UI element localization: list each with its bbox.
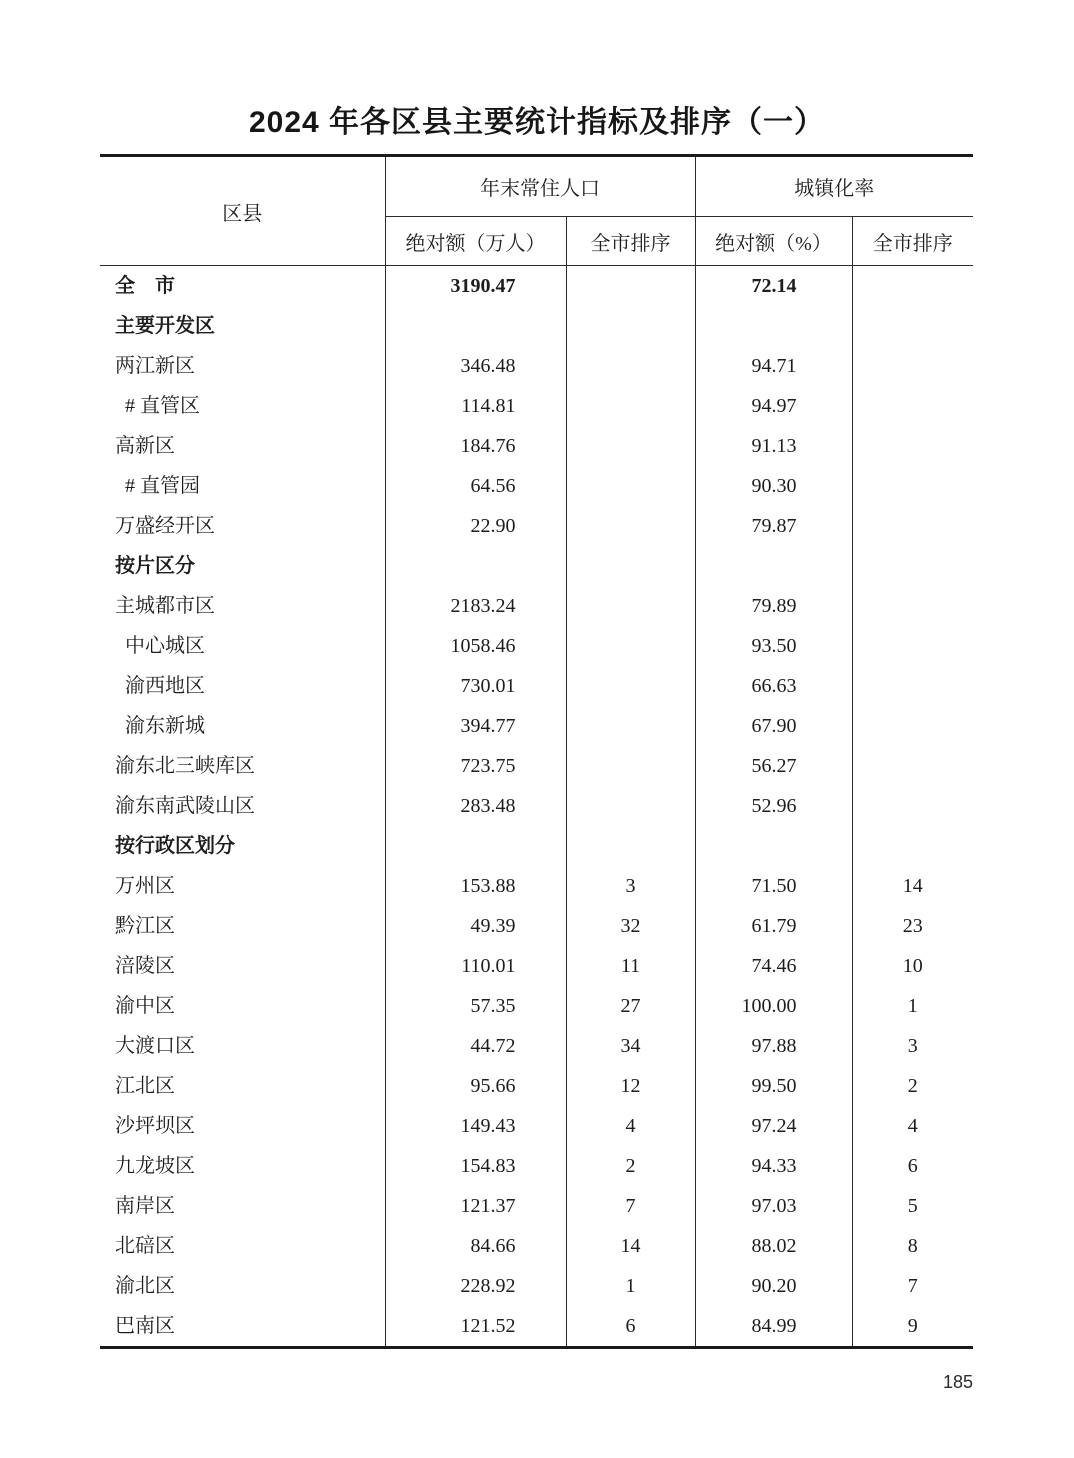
table-row: [100, 1306, 973, 1348]
urbanization-value: 56.27: [695, 746, 852, 786]
region-name: 万盛经开区: [100, 506, 385, 546]
header-population-rank: 全市排序: [566, 217, 695, 266]
region-name: 大渡口区: [100, 1026, 385, 1066]
header-population-group: 年末常住人口: [385, 156, 695, 217]
region-name: 渝东北三峡库区: [100, 746, 385, 786]
population-rank-value: 6: [566, 1306, 695, 1348]
population-rank-value: [566, 586, 695, 626]
population-rank-value: 2: [566, 1146, 695, 1186]
region-name: 渝东新城: [100, 706, 385, 746]
population-rank-value: 4: [566, 1106, 695, 1146]
header-region: 区县: [100, 156, 385, 266]
population-value: 394.77: [385, 706, 566, 746]
urbanization-rank-value: 1: [907, 995, 918, 1017]
urbanization-value: 94.33: [695, 1146, 852, 1186]
table-row: [100, 826, 973, 866]
page-title: 2024 年各区县主要统计指标及排序（一）: [248, 106, 826, 139]
table-row: [100, 1026, 973, 1066]
population-value: 110.01: [385, 946, 566, 986]
urbanization-rank-value: [852, 386, 973, 426]
urbanization-value: 97.03: [695, 1186, 852, 1226]
region-name: 主要开发区: [100, 306, 385, 346]
urbanization-value: 72.14: [695, 266, 852, 307]
table-row: [100, 506, 973, 546]
region-name: 南岸区: [100, 1186, 385, 1226]
population-rank-value: [566, 546, 695, 586]
population-rank-value: [566, 746, 695, 786]
population-rank-value: 27: [566, 986, 695, 1026]
urbanization-rank-value: 10: [902, 955, 923, 977]
urbanization-value: 94.71: [695, 346, 852, 386]
table-body: [100, 266, 973, 1348]
urbanization-value: 79.89: [695, 586, 852, 626]
table-row: [100, 666, 973, 706]
population-rank-value: [566, 626, 695, 666]
urbanization-rank-value: 6: [907, 1155, 918, 1177]
header-urbanization-group: 城镇化率: [695, 156, 973, 217]
region-name: 按行政区划分: [100, 826, 385, 866]
table-row: [100, 1146, 973, 1186]
urbanization-rank-value: [852, 306, 973, 346]
population-value: 730.01: [385, 666, 566, 706]
region-name: 按片区分: [100, 546, 385, 586]
urbanization-rank-value: [852, 706, 973, 746]
table-row: [100, 906, 973, 946]
header-urbanization-absolute: 绝对额（%）: [695, 217, 852, 266]
table-row: [100, 946, 973, 986]
urbanization-rank-value: [852, 426, 973, 466]
population-value: 22.90: [385, 506, 566, 546]
population-rank-value: 34: [566, 1026, 695, 1066]
population-rank-value: [566, 386, 695, 426]
page-number: 185: [942, 1372, 973, 1392]
population-rank-value: 32: [566, 906, 695, 946]
population-value: 153.88: [385, 866, 566, 906]
table-row: [100, 466, 973, 506]
urbanization-value: [695, 546, 852, 586]
population-rank-value: 7: [566, 1186, 695, 1226]
region-name: # 直管园: [100, 466, 385, 506]
table-row: [100, 1066, 973, 1106]
header-population-absolute: 绝对额（万人）: [385, 217, 566, 266]
urbanization-rank-value: 14: [902, 875, 923, 897]
urbanization-value: [695, 826, 852, 866]
urbanization-value: 99.50: [695, 1066, 852, 1106]
urbanization-value: 84.99: [695, 1306, 852, 1348]
population-value: [385, 826, 566, 866]
population-rank-value: 3: [566, 866, 695, 906]
population-value: 723.75: [385, 746, 566, 786]
table-row: [100, 346, 973, 386]
urbanization-value: 61.79: [695, 906, 852, 946]
region-name: # 直管区: [100, 386, 385, 426]
population-rank-value: 12: [566, 1066, 695, 1106]
region-name: 涪陵区: [100, 946, 385, 986]
region-name: 万州区: [100, 866, 385, 906]
table-row: [100, 1266, 973, 1306]
region-name: 高新区: [100, 426, 385, 466]
urbanization-rank-value: 7: [907, 1275, 918, 1297]
urbanization-rank-value: 9: [907, 1315, 918, 1337]
urbanization-rank-value: 3: [907, 1035, 918, 1057]
region-name: 渝东南武陵山区: [100, 786, 385, 826]
population-value: 228.92: [385, 1266, 566, 1306]
table-row: [100, 426, 973, 466]
urbanization-value: 100.00: [695, 986, 852, 1026]
population-value: 2183.24: [385, 586, 566, 626]
header-urbanization-rank: 全市排序: [852, 217, 973, 266]
table-row: [100, 266, 973, 307]
population-value: 184.76: [385, 426, 566, 466]
table-header: [100, 156, 973, 266]
region-name: 两江新区: [100, 346, 385, 386]
urbanization-rank-value: 5: [907, 1195, 918, 1217]
region-name: 渝北区: [100, 1266, 385, 1306]
population-rank-value: [566, 506, 695, 546]
table-row: [100, 1226, 973, 1266]
population-value: 121.37: [385, 1186, 566, 1226]
population-value: 121.52: [385, 1306, 566, 1348]
population-value: 57.35: [385, 986, 566, 1026]
header-group-row: [100, 156, 973, 217]
table-row: [100, 866, 973, 906]
region-name: 渝西地区: [100, 666, 385, 706]
table-row: [100, 986, 973, 1026]
region-name: 全 市: [100, 266, 385, 307]
table-row: [100, 586, 973, 626]
population-rank-value: 1: [566, 1266, 695, 1306]
urbanization-value: 97.88: [695, 1026, 852, 1066]
urbanization-rank-value: [852, 346, 973, 386]
urbanization-value: [695, 306, 852, 346]
population-value: 1058.46: [385, 626, 566, 666]
urbanization-rank-value: [852, 786, 973, 826]
urbanization-rank-value: [852, 746, 973, 786]
region-name: 九龙坡区: [100, 1146, 385, 1186]
table-row: [100, 306, 973, 346]
region-name: 巴南区: [100, 1306, 385, 1348]
table-row: [100, 786, 973, 826]
population-value: 114.81: [385, 386, 566, 426]
population-rank-value: [566, 266, 695, 307]
population-rank-value: [566, 426, 695, 466]
urbanization-rank-value: 4: [907, 1115, 918, 1137]
population-value: 44.72: [385, 1026, 566, 1066]
population-rank-value: [566, 306, 695, 346]
population-value: 149.43: [385, 1106, 566, 1146]
population-rank-value: 14: [566, 1226, 695, 1266]
statistics-table: [100, 154, 973, 1349]
urbanization-value: 67.90: [695, 706, 852, 746]
population-value: 346.48: [385, 346, 566, 386]
table-row: [100, 546, 973, 586]
urbanization-value: 88.02: [695, 1226, 852, 1266]
urbanization-rank-value: [852, 546, 973, 586]
urbanization-value: 91.13: [695, 426, 852, 466]
urbanization-rank-value: [852, 586, 973, 626]
urbanization-rank-value: [852, 626, 973, 666]
population-rank-value: [566, 826, 695, 866]
population-rank-value: [566, 346, 695, 386]
population-rank-value: [566, 666, 695, 706]
region-name: 中心城区: [100, 626, 385, 666]
urbanization-rank-value: 2: [907, 1075, 918, 1097]
population-value: 95.66: [385, 1066, 566, 1106]
region-name: 江北区: [100, 1066, 385, 1106]
population-value: 64.56: [385, 466, 566, 506]
urbanization-rank-value: [852, 506, 973, 546]
population-rank-value: [566, 466, 695, 506]
urbanization-value: 71.50: [695, 866, 852, 906]
urbanization-rank-value: 8: [907, 1235, 918, 1257]
urbanization-value: 90.20: [695, 1266, 852, 1306]
urbanization-rank-value: [852, 826, 973, 866]
region-name: 渝中区: [100, 986, 385, 1026]
urbanization-value: 79.87: [695, 506, 852, 546]
population-rank-value: 11: [566, 946, 695, 986]
urbanization-value: 94.97: [695, 386, 852, 426]
population-value: [385, 306, 566, 346]
table-row: [100, 746, 973, 786]
urbanization-rank-value: [852, 466, 973, 506]
urbanization-value: 90.30: [695, 466, 852, 506]
table-row: [100, 706, 973, 746]
table-row: [100, 1106, 973, 1146]
population-rank-value: [566, 706, 695, 746]
region-name: 主城都市区: [100, 586, 385, 626]
region-name: 沙坪坝区: [100, 1106, 385, 1146]
population-value: 154.83: [385, 1146, 566, 1186]
urbanization-rank-value: [852, 666, 973, 706]
urbanization-value: 52.96: [695, 786, 852, 826]
population-value: 84.66: [385, 1226, 566, 1266]
region-name: 黔江区: [100, 906, 385, 946]
table-row: [100, 386, 973, 426]
population-value: 49.39: [385, 906, 566, 946]
urbanization-rank-value: 23: [902, 915, 923, 937]
region-name: 北碚区: [100, 1226, 385, 1266]
table-row: [100, 1186, 973, 1226]
population-value: 283.48: [385, 786, 566, 826]
urbanization-rank-value: [852, 266, 973, 307]
population-value: [385, 546, 566, 586]
population-rank-value: [566, 786, 695, 826]
urbanization-value: 93.50: [695, 626, 852, 666]
urbanization-value: 66.63: [695, 666, 852, 706]
urbanization-value: 97.24: [695, 1106, 852, 1146]
table-row: [100, 626, 973, 666]
population-value: 3190.47: [385, 266, 566, 307]
urbanization-value: 74.46: [695, 946, 852, 986]
